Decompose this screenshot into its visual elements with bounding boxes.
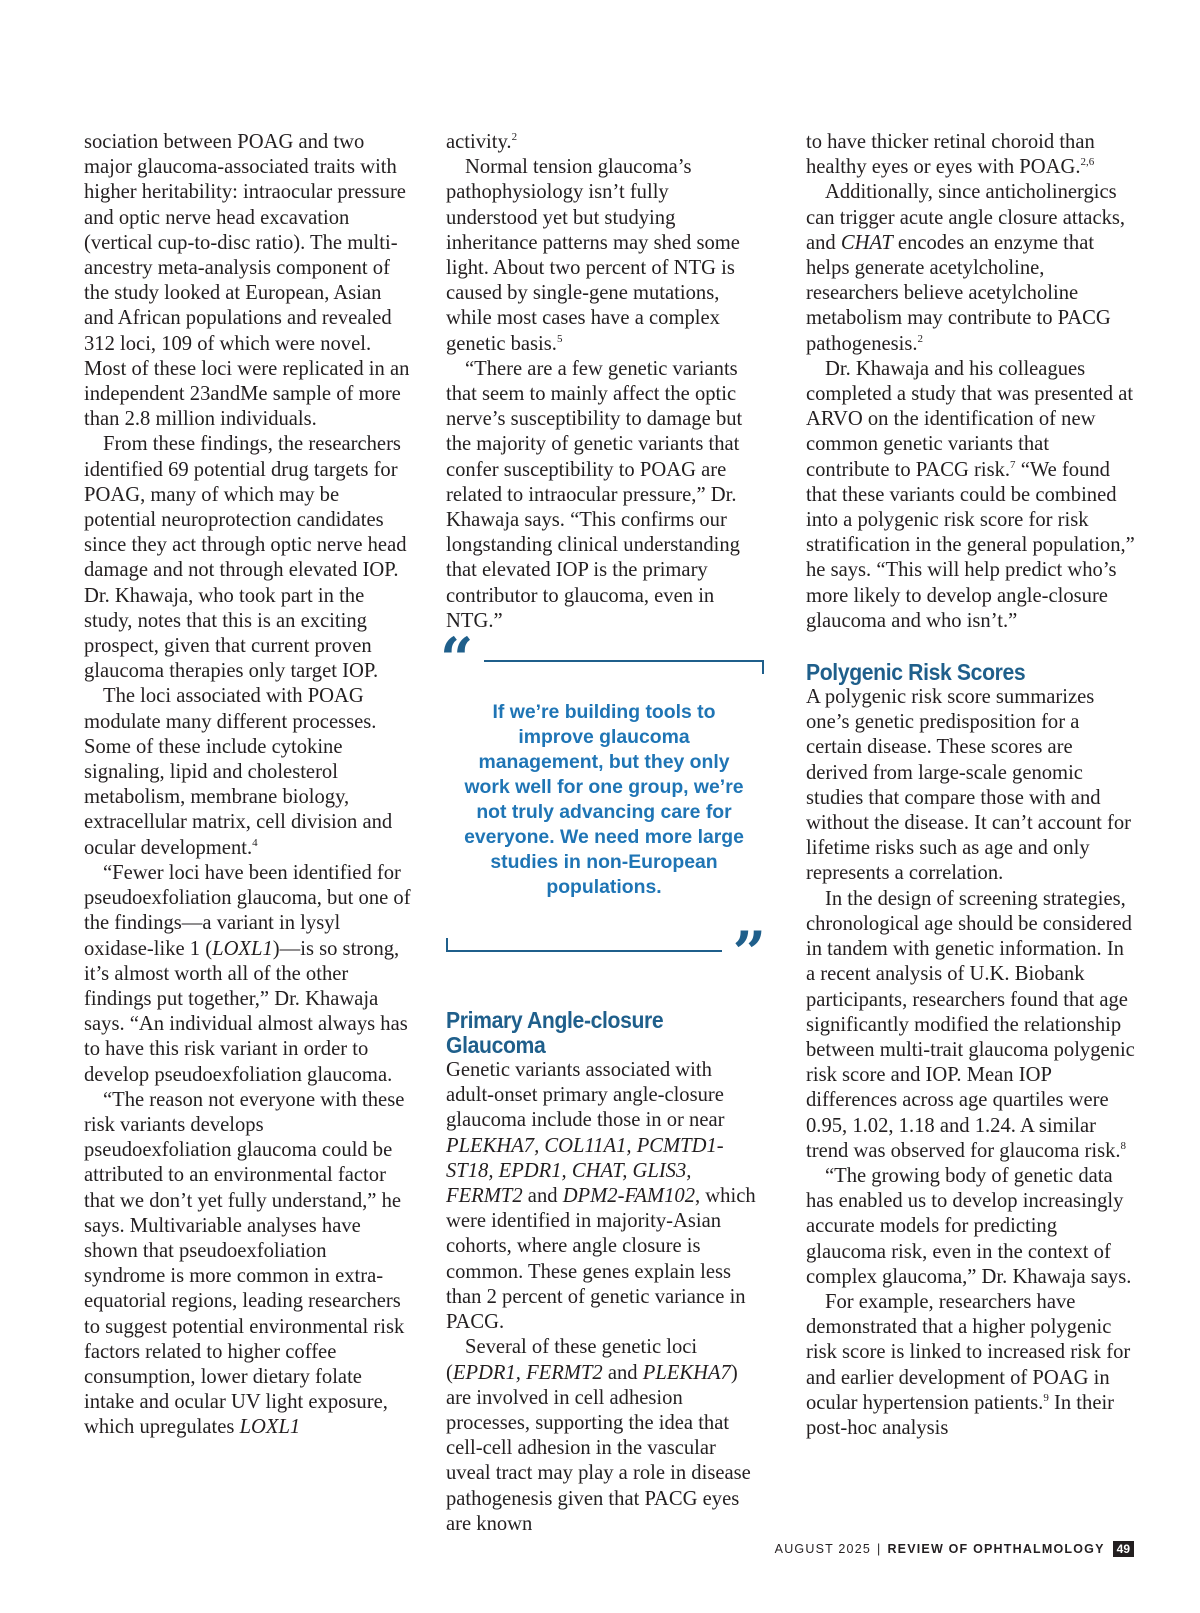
page-footer [775,1541,1134,1557]
paragraph: In the design of screening strategies, chronological age should be considered in tandem with genetic information. In a recent analysis of U.K. Biobank participants, researchers found that age significantly modified the relationship between multi-trait glaucoma polygenic risk score and IOP. Mean IOP differences across age quartiles were 0.95, 1.02, 1.18 and 1.24. A similar trend was observed for glaucoma risk.$^8$ [806,887,1135,1162]
page-number: 49 [1113,1541,1134,1557]
paragraph: Normal tension glaucoma’s pathophysiology isn’t fully understood yet but studying inheritance patterns may shed some light. About two percent of NTG is caused by single-gene mutations, while most cases have a complex genetic basis.$^5$ [446,156,740,355]
paragraph: For example, researchers have demonstrated that a higher polygenic risk score is linked to increased risk for and earlier development of POAG in ocular hypertension patients.$^9$ In their post-hoc analysis [806,1290,1131,1439]
paragraph: to have thicker retinal choroid than healthy eyes or eyes with POAG.$^{2,6}$ [806,131,1095,179]
pull-quote-text: If we’re building tools to improve glaucoma management, but they only work well for one group, we’re not truly advancing care for everyone. We need more large studies in non-European populations. [464,701,744,899]
reference-superscript: 5 [556,332,563,345]
gene-name: CHAT [840,231,893,254]
gene-list: EPDR1, FERMT2 [452,1361,603,1384]
paragraph: Several of these genetic loci (EPDR1, FERMT2 and PLEKHA7) are involved in cell adhesion processes, supporting the idea that cell-cell adhesion in the vascular uveal tract may play a role in disease pathogenesis given that PACG eyes are known [446,1336,751,1535]
paragraph: “The reason not everyone with these risk variants develops pseudoexfoliation glaucoma could be attributed to an environmental factor that we don’t yet fully understand,” he says. Multivariable analyses have shown that pseudoexfoliation syndrome is more common in extra-equatorial regions, leading researchers to suggest potential environmental risk factors related to higher coffee consumption, lower dietary folate intake and ocular UV light exposure, which upregulates LOXL1 [84,1088,405,1439]
section-heading: Primary Angle-closure Glaucoma [446,1007,664,1059]
publication-name: REVIEW OF OPHTHALMOLOGY [887,1542,1105,1556]
column-1 [84,130,412,1441]
gene-name: LOXL1 [239,1416,301,1439]
paragraph: activity.$^2$ [446,131,518,153]
footer-separator: | [877,1542,882,1556]
paragraph: Additionally, since anticholinergics can trigger acute angle closure attacks, and CHAT encodes an enzyme that helps generate acetylcholine, researchers believe acetylcholine metabolism may contribute to PACG pathogenesis.$^2$ [806,181,1126,355]
paragraph: “The growing body of genetic data has enabled us to develop increasingly accurate models for predicting glaucoma risk, even in the context of complex glaucoma,” Dr. Khawaja says. [806,1164,1132,1288]
gene-list: PLEKHA7, COL11A1, PCMTD1-ST18, EPDR1, CHAT, GLIS3, FERMT2 [446,1134,724,1208]
reference-superscript: 2,6 [1080,156,1095,169]
gene-name: PLEKHA7 [642,1361,731,1384]
reference-superscript: 7 [1010,458,1016,471]
gene-name: DPM2-FAM102 [562,1185,695,1208]
paragraph: Genetic variants associated with adult-onset primary angle-closure glaucoma include those in or near PLEKHA7, COL11A1, PCMTD1-ST18, EPDR1, CHAT, GLIS3, FERMT2 and DPM2-FAM102, which were identified in majority-Asian cohorts, where angle closure is common. These genes explain less than 2 percent of genetic variance in PACG. [446,1059,756,1334]
paragraph: The loci associated with POAG modulate many different processes. Some of these include cytokine signaling, lipid and cholesterol metabolism, membrane biology, extracellular matrix, cell division and ocular development.$^4$ [84,685,393,859]
reference-superscript: 9 [1043,1391,1049,1404]
reference-superscript: 2 [511,131,518,143]
reference-superscript: 4 [252,836,258,849]
section-heading: Polygenic Risk Scores [806,659,1026,686]
close-quote-icon: ” [732,919,766,988]
pull-quote-top-rule [484,660,762,662]
reference-superscript: 8 [1120,1139,1127,1152]
paragraph: “There are a few genetic variants that seem to mainly affect the optic nerve’s susceptibility to damage but the majority of genetic variants that confer susceptibility to POAG are related to intraocular pressure,” Dr. Khawaja says. “This confirms our longstanding clinical understanding that elevated IOP is the primary contributor to glaucoma, even in NTG.” [446,357,743,632]
open-quote-icon: “ [440,625,474,694]
column-3 [806,130,1136,1441]
paragraph: A polygenic risk score summarizes one’s genetic predisposition for a certain disease. These scores are derived from large-scale genomic studies that compare those with and without the disease. It can’t account for lifetime risks such as age and only represents a correlation. [806,686,1132,885]
paragraph: From these findings, the researchers identified 69 potential drug targets for POAG, many of which may be potential neuroprotection candidates since they act through optic nerve head damage and not through elevated IOP. Dr. Khawaja, who took part in the study, notes that this is an exciting prospect, given that current proven glaucoma therapies only target IOP. [84,433,407,683]
gene-name: LOXL1 [212,937,273,960]
pull-quote [440,625,766,988]
paragraph: Dr. Khawaja and his colleagues completed a study that was presented at ARVO on the identification of new common genetic variants that contribute to PACG risk.$^7$ “We found that these variants could be combined into a polygenic risk score for risk stratification in the general population,” he says. “This will help predict who’s more likely to develop angle-closure glaucoma and who isn’t.” [806,357,1135,632]
paragraph: sociation between POAG and two major glaucoma-associated traits with higher heritability: intraocular pressure and optic nerve head excavation (vertical cup-to-disc ratio). The multi-ancestry meta-analysis component of the study looked at European, Asian and African populations and revealed 312 loci, 109 of which were novel. Most of these loci were replicated in an independent 23andMe sample of more than 2.8 million individuals. [84,131,410,431]
issue-date: AUGUST 2025 [774,1542,871,1556]
reference-superscript: 2 [917,332,924,345]
pull-quote-bottom-rule [446,950,722,952]
paragraph: “Fewer loci have been identified for pseudoexfoliation glaucoma, but one of the findings—a variant in lysyl oxidase-like 1 (LOXL1)—is so strong, it’s almost worth all of the other findings put together,” Dr. Khawaja says. “An individual almost always has to have this risk variant in order to develop pseudoexfoliation glaucoma. [84,861,411,1086]
column-2 [440,130,766,1537]
